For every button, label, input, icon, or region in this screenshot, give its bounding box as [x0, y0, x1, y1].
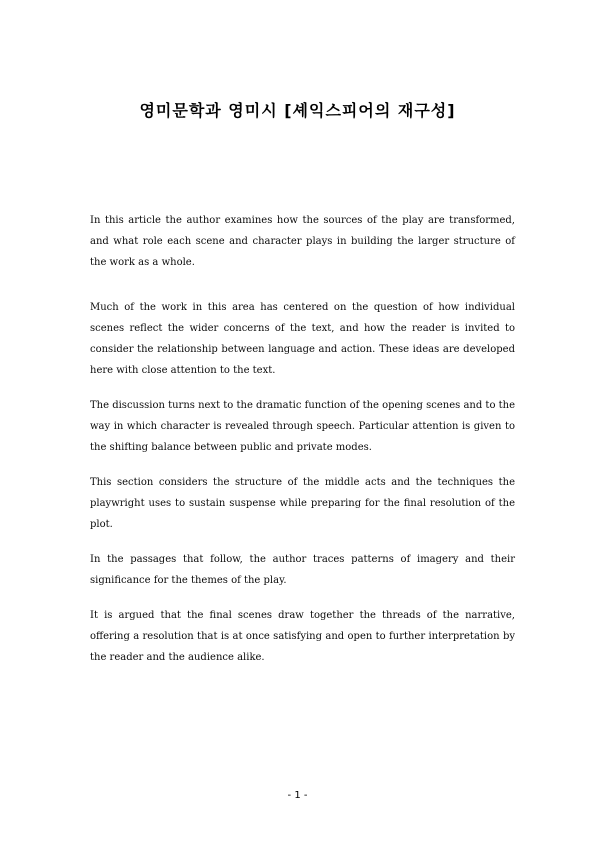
paragraph-4: This section considers the structure of the middle acts and the techniques the playwright uses to sustain suspense while preparing for the final resolution of the plot.: [90, 477, 515, 530]
paragraph-1: In this article the author examines how the sources of the play are transformed, and what role each scene and character plays in building the larger structure of the work as a whole.: [90, 215, 515, 268]
document-body: [90, 210, 515, 682]
page-number: - 1 -: [287, 790, 308, 801]
paragraph-3: The discussion turns next to the dramatic function of the opening scenes and to the way in which character is revealed through speech. Particular attention is given to the shifting balance between public and private modes.: [90, 400, 516, 453]
paragraph-2: Much of the work in this area has centered on the question of how individual scenes reflect the wider concerns of the text, and how the reader is invited to consider the relationship between language and action. These ideas are developed here with close attention to the text.: [90, 302, 515, 376]
paragraph-5: In the passages that follow, the author traces patterns of imagery and their significance for the themes of the play.: [90, 554, 515, 586]
paragraph-6: It is argued that the final scenes draw together the threads of the narrative, offering a resolution that is at once satisfying and open to further interpretation by the reader and the audience alike.: [90, 610, 515, 663]
page-title: 영미문학과 영미시 [셰익스피어의 재구성]: [139, 101, 456, 120]
